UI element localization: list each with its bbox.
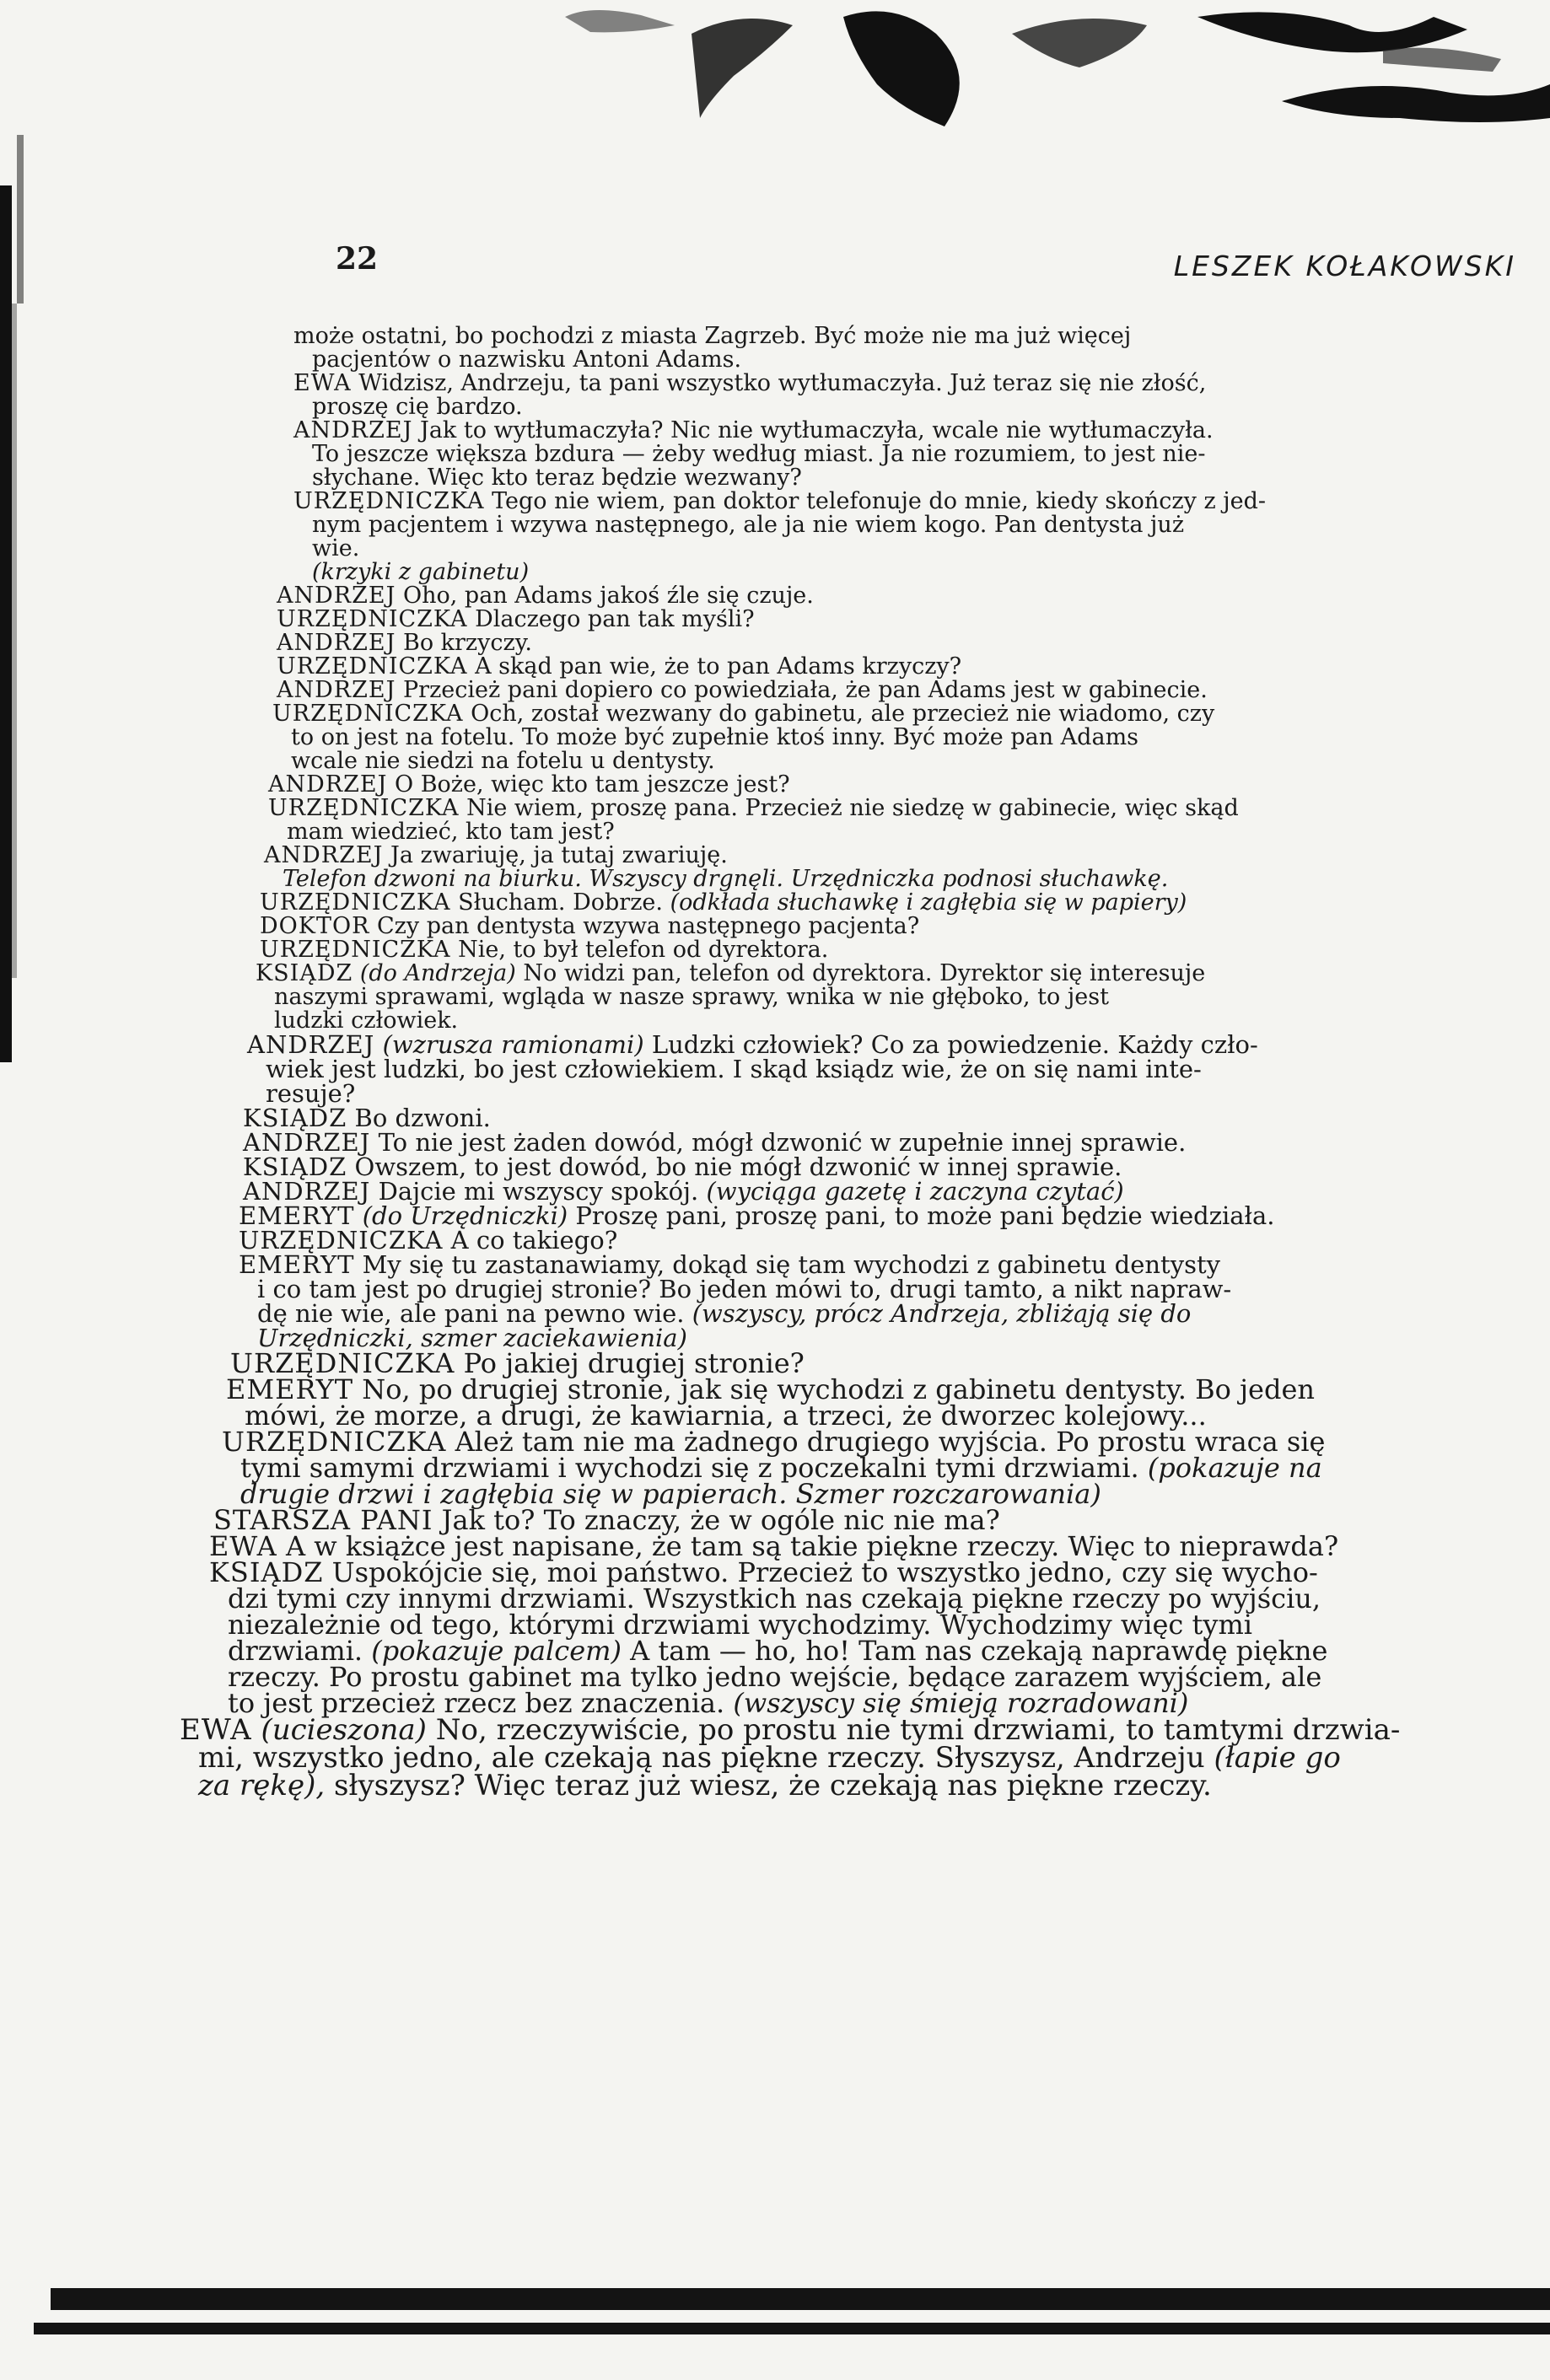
speaker-name: URZĘDNICZKA [277,606,468,632]
dialogue-text: drzwiami. [228,1635,372,1667]
dialogue-paragraph [293,488,1531,585]
stage-direction: (pokazuje na [1147,1452,1322,1484]
speaker-name: EWA [180,1713,252,1747]
dialogue-text: słychane. Więc kto teraz będzie wezwany? [312,465,802,491]
text-line [260,889,1531,916]
speaker-name: URZĘDNICZKA [222,1426,447,1458]
speaker-name: ANDRZEJ [247,1030,375,1059]
text-line [312,513,1531,537]
stage-direction: (do Andrzeja) [359,960,516,986]
speaker-name: ANDRZEJ [268,771,388,798]
dialogue-paragraph [239,1250,1531,1352]
dialogue-text: No, po drugiej stronie, jak się wychodzi z gabinetu dentysty. Bo jeden [353,1373,1315,1405]
text-line [291,749,1531,773]
text-line [243,1128,1531,1157]
stage-direction: (wzrusza ramionami) [382,1030,644,1059]
dialogue-paragraph [293,417,1531,491]
dialogue-text: Bo dzwoni. [347,1104,491,1132]
dialogue-text: Czy pan dentysta wzywa następnego pacjenta? [369,913,920,939]
dialogue-text: może ostatni, bo pochodzi z miasta Zagrzeb. Być może nie ma już więcej [293,323,1132,349]
dialogue-text: dzi tymi czy innymi drzwiami. Wszystkich nas czekają piękne rzeczy po wyjściu, [228,1582,1321,1614]
dialogue-text: Dlaczego pan tak myśli? [467,606,755,632]
speaker-name: EWA [209,1530,277,1562]
text-line [293,417,1531,443]
text-line [312,443,1531,466]
page-header [336,241,1516,292]
dialogue-text: Po jakiej drugiej stronie? [455,1347,805,1379]
dialogue-paragraph [277,606,1531,632]
dialogue-text: Oho, pan Adams jakoś źle się czuje. [396,583,814,609]
speaker-name: ANDRZEJ [277,583,396,609]
dialogue-text [353,960,360,986]
stage-direction: (ucieszona) [261,1713,427,1747]
text-line [268,795,1531,821]
dialogue-paragraph [268,771,1531,798]
speaker-name: ANDRZEJ [243,1128,371,1157]
dialogue-text: to jest przecież rzecz bez znaczenia. [228,1687,734,1719]
text-line [293,488,1531,514]
dialogue-paragraph [209,1556,1531,1719]
dialogue-text: mam wiedzieć, kto tam jest? [287,819,615,845]
speaker-name: URZĘDNICZKA [260,889,451,916]
dialogue-paragraph [243,1177,1531,1206]
text-line [239,1250,1531,1279]
dialogue-paragraph [243,1104,1531,1132]
dialogue-text: Nie wiem, proszę pana. Przecież nie siedzę w gabinecie, więc skąd [459,795,1239,821]
dialogue-paragraph [272,701,1531,774]
dialogue-text: dę nie wie, ale pani na pewno wie. [257,1299,692,1328]
text-line [274,1009,1531,1033]
dialogue-text: wiek jest ludzki, bo jest człowiekiem. I skąd ksiądz wie, że on się nami inte- [266,1055,1202,1083]
dialogue-text: pacjentów o nazwisku Antoni Adams. [312,347,742,373]
dialogue-text: Och, został wezwany do gabinetu, ale przecież nie wiadomo, czy [463,701,1215,727]
dialogue-text: mówi, że morze, a drugi, że kawiarnia, a trzeci, że dworzec kolejowy... [245,1400,1207,1432]
dialogue-text: słyszysz? Więc teraz już wiesz, że czekają nas piękne rzeczy. [325,1769,1212,1802]
dialogue-text: rzeczy. Po prostu gabinet ma tylko jedno wejście, będące zarazem wyjściem, ale [228,1661,1322,1693]
text-line [277,606,1531,632]
dialogue-text: Widzisz, Andrzeju, ta pani wszystko wytłumaczyła. Już teraz się nie złość, [351,370,1207,396]
dialogue-text: A co takiego? [443,1226,618,1254]
text-line [239,1226,1531,1254]
dialogue-text: niezależnie od tego, którymi drzwiami wychodzimy. Wychodzimy więc tymi [228,1609,1253,1641]
stage-direction: (do Urzędniczki) [362,1201,568,1230]
dialogue-paragraph [277,630,1531,656]
speaker-name: ANDRZEJ [293,417,413,443]
speaker-name: EMERYT [226,1373,354,1405]
dialogue-text: Jak to? To znaczy, że w ogóle nic nie ma? [433,1504,1000,1536]
dialogue-paragraph [180,1713,1531,1802]
dialogue-paragraph [260,937,1531,963]
dialogue-text: Przecież pani dopiero co powiedziała, że pan Adams jest w gabinecie. [396,677,1208,703]
speaker-name: KSIĄDZ [243,1152,347,1181]
speaker-name: KSIĄDZ [209,1556,324,1588]
text-line [256,960,1531,986]
dialogue-paragraph [293,323,1531,373]
text-line [266,1057,1531,1082]
dialogue-text: Ludzki człowiek? Co za powiedzenie. Każdy czło- [643,1030,1258,1059]
dialogue-paragraph [239,1226,1531,1254]
dialogue-text: Bo krzyczy. [396,630,533,656]
text-line [283,868,1531,891]
text-line [239,1201,1531,1230]
speaker-name: URZĘDNICZKA [260,937,451,963]
running-head: LESZEK KOŁAKOWSKI [1173,250,1516,282]
speaker-name: STARSZA PANI [213,1504,433,1536]
dialogue-text: No, rzeczywiście, po prostu nie tymi drzwiami, to tamtymi drzwia- [426,1713,1401,1747]
text-line [272,701,1531,727]
dialogue-paragraph [268,795,1531,845]
scan-ink-smudge [540,0,1550,143]
speaker-name: ANDRZEJ [243,1177,371,1206]
text-line [312,466,1531,490]
dialogue-paragraph [277,677,1531,703]
dialogue-text: resuje? [266,1079,356,1108]
dialogue-paragraph [243,1152,1531,1181]
text-line [243,1152,1531,1181]
text-line [293,323,1531,349]
dialogue-text: To jeszcze większa bzdura — żeby według miast. Ja nie rozumiem, to jest nie- [312,441,1206,467]
text-line [268,771,1531,798]
dialogue-text: Nie, to był telefon od dyrektora. [450,937,829,963]
dialogue-text: proszę cię bardzo. [312,394,523,420]
text-line [274,986,1531,1009]
dialogue-paragraph [247,1030,1531,1108]
dialogue-text: Ja zwariuję, ja tutaj zwariuję. [383,842,728,868]
stage-direction: (wszyscy się śmieją rozradowani) [733,1687,1189,1719]
play-text [180,323,1531,1802]
dialogue-text: to on jest na fotelu. To może być zupełnie ktoś inny. Być może pan Adams [291,724,1139,750]
text-line [312,348,1531,372]
dialogue-text: Tego nie wiem, pan doktor telefonuje do mnie, kiedy skończy z jed- [484,488,1267,514]
text-line [293,370,1531,396]
speaker-name: EMERYT [239,1201,355,1230]
speaker-name: URZĘDNICZKA [272,701,464,727]
dialogue-text: Ależ tam nie ma żadnego drugiego wyjścia. Po prostu wraca się [446,1426,1326,1458]
dialogue-paragraph [256,960,1531,1034]
dialogue-paragraph [264,842,1531,892]
dialogue-text: A w książce jest napisane, że tam są takie piękne rzeczy. Więc to nieprawda? [277,1530,1339,1562]
stage-direction: za rękę), [198,1769,326,1802]
scan-spine-shadow [0,135,101,1147]
dialogue-text: wie. [312,535,360,561]
stage-direction: (łapie go [1214,1741,1341,1775]
dialogue-paragraph [260,889,1531,916]
stage-direction: Urzędniczki, szmer zaciekawienia) [257,1324,687,1352]
text-line [247,1030,1531,1059]
text-line [257,1299,1531,1328]
dialogue-paragraph [260,913,1531,939]
dialogue-text: O Boże, więc kto tam jeszcze jest? [387,771,790,798]
dialogue-text: A skąd pan wie, że to pan Adams krzyczy? [467,653,962,680]
dialogue-paragraph [277,653,1531,680]
stage-direction: Telefon dzwoni na biurku. Wszyscy drgnęli. Urzędniczka podnosi słuchawkę. [283,866,1169,892]
page-number: 22 [336,241,379,277]
speaker-name: DOKTOR [260,913,370,939]
dialogue-text: mi, wszystko jedno, ale czekają nas piękne rzeczy. Słyszysz, Andrzeju [198,1741,1214,1775]
text-line [266,1079,1531,1108]
stage-direction: (wyciąga gazetę i zaczyna czytać) [706,1177,1124,1206]
stage-direction: (pokazuje palcem) [371,1635,622,1667]
speaker-name: KSIĄDZ [243,1104,347,1132]
dialogue-paragraph [243,1128,1531,1157]
dialogue-text: Słucham. Dobrze. [450,889,670,916]
dialogue-paragraph [293,370,1531,420]
speaker-name: EWA [293,370,352,396]
text-line [277,653,1531,680]
speaker-name: KSIĄDZ [256,960,353,986]
text-line [287,820,1531,844]
dialogue-paragraph [277,583,1531,609]
text-line [277,630,1531,656]
stage-direction: drugie drzwi i zagłębia się w papierach. Szmer rozczarowania) [240,1478,1101,1510]
text-line [260,913,1531,939]
speaker-name: ANDRZEJ [264,842,384,868]
scan-bottom-band [51,2288,1550,2310]
dialogue-paragraph [222,1426,1531,1510]
speaker-name: URZĘDNICZKA [239,1226,444,1254]
dialogue-paragraph [226,1373,1531,1432]
dialogue-text: i co tam jest po drugiej stronie? Bo jeden mówi to, drugi tamto, a nikt napraw- [257,1275,1232,1303]
speaker-name: EMERYT [239,1250,355,1279]
stage-direction: (odkłada słuchawkę i zagłębia się w papiery) [670,889,1187,916]
stage-direction: (wszyscy, prócz Andrzeja, zbliżają się do [692,1299,1192,1328]
speaker-name: ANDRZEJ [277,677,396,703]
speaker-name: URZĘDNICZKA [277,653,468,680]
dialogue-text: My się tu zastanawiamy, dokąd się tam wychodzi z gabinetu dentysty [354,1250,1221,1279]
speaker-name: URZĘDNICZKA [230,1347,455,1379]
text-line [257,1277,1531,1302]
dialogue-text: tymi samymi drzwiami i wychodzi się z poczekalni tymi drzwiami. [240,1452,1148,1484]
dialogue-text: Dajcie mi wszyscy spokój. [370,1177,707,1206]
dialogue-text: A tam — ho, ho! Tam nas czekają naprawdę piękne [621,1635,1328,1667]
text-line [312,561,1531,584]
speaker-name: URZĘDNICZKA [268,795,460,821]
text-line [243,1177,1531,1206]
text-line [243,1104,1531,1132]
dialogue-text: ludzki człowiek. [274,1007,459,1034]
dialogue-text: nym pacjentem i wzywa następnego, ale ja nie wiem kogo. Pan dentysta już [312,512,1185,538]
dialogue-text: Owszem, to jest dowód, bo nie mógł dzwonić w innej sprawie. [347,1152,1122,1181]
text-line [291,726,1531,749]
text-line [277,677,1531,703]
text-line [198,1769,1531,1802]
speaker-name: ANDRZEJ [277,630,396,656]
dialogue-text: naszymi sprawami, wgląda w nasze sprawy, wnika w nie głęboko, to jest [274,984,1109,1010]
text-line [264,842,1531,868]
dialogue-text: No widzi pan, telefon od dyrektora. Dyrektor się interesuje [515,960,1206,986]
text-line [312,395,1531,419]
text-line [312,537,1531,561]
dialogue-text: Proszę pani, proszę pani, to może pani będzie wiedziała. [568,1201,1275,1230]
dialogue-paragraph [239,1201,1531,1230]
dialogue-text: wcale nie siedzi na fotelu u dentysty. [291,748,715,774]
text-line [260,937,1531,963]
dialogue-text: To nie jest żaden dowód, mógł dzwonić w zupełnie innej sprawie. [370,1128,1187,1157]
dialogue-text: Jak to wytłumaczyła? Nic nie wytłumaczyła, wcale nie wytłumaczyła. [412,417,1214,443]
stage-direction: (krzyki z gabinetu) [312,559,530,585]
text-line [277,583,1531,609]
speaker-name: URZĘDNICZKA [293,488,485,514]
dialogue-text: Uspokójcie się, moi państwo. Przecież to wszystko jedno, czy się wycho- [323,1556,1318,1588]
scan-bottom-band-lower [34,2323,1550,2334]
